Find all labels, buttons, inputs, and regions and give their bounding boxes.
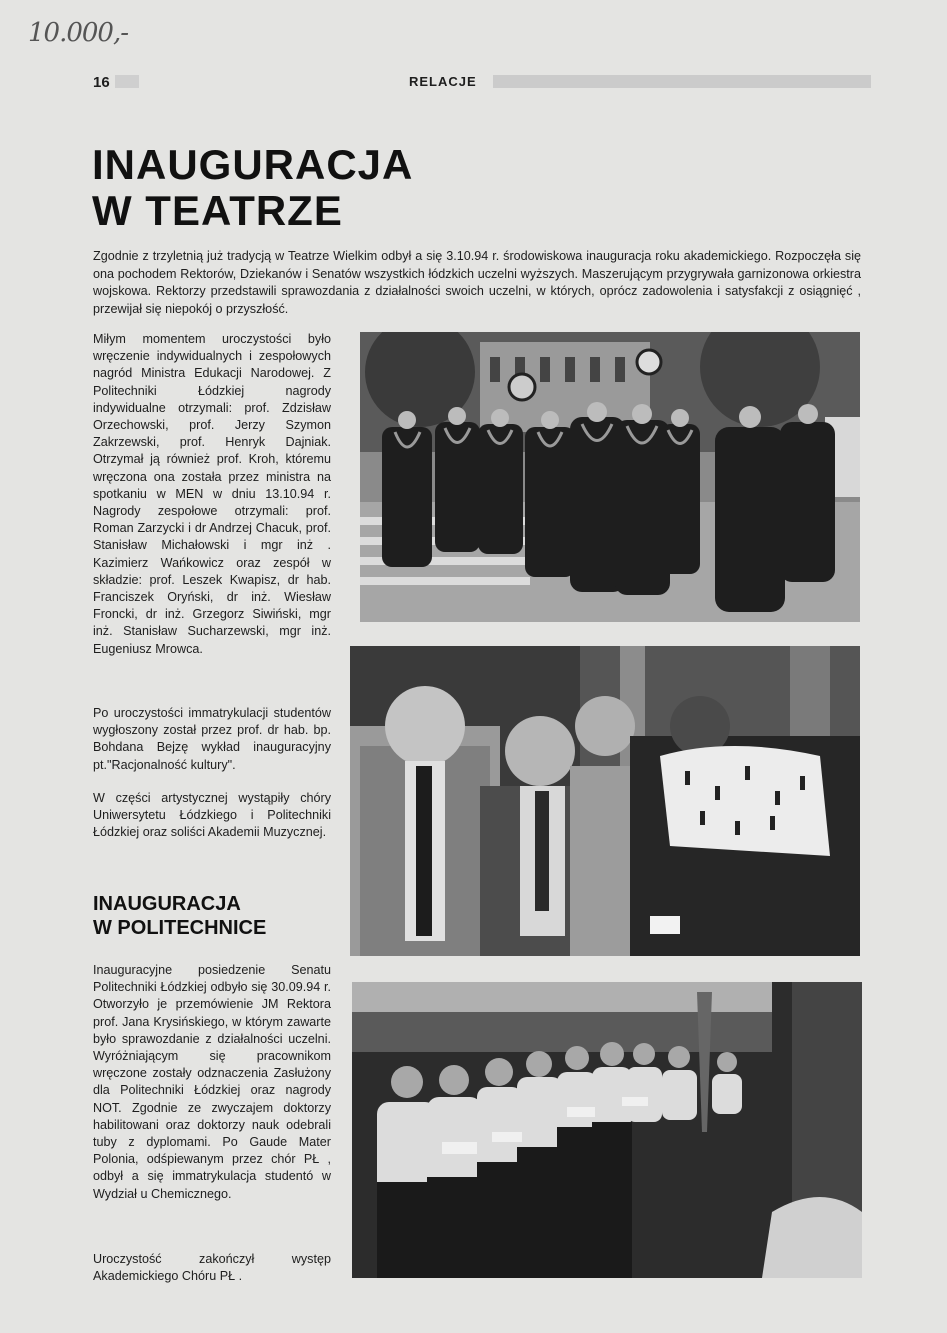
article-title-line2: W TEATRZE: [92, 187, 343, 234]
article-paragraph-awards: Miłym momentem uroczystości było wręczenie indywidualnych i zespołowych nagród Ministra Edukacji Narodowej. Z Politechniki Łódzkiej nagrody indywidualne otrzymali: prof. Zdzisław Orzechowski, prof. Jerzy Szymon Zakrzewski, prof. Henryk Dajniak. Otrzymał ją również prof. Kroh, któremu wręczona ona została przez ministra na spotkaniu w MEN w dniu 13.10.94 r. Nagrody zespołowe otrzymali: prof. Roman Zarzycki i dr Andrzej Chacuk, prof. Stanisław Michałowski i mgr inż . Kazimierz Wańkowicz oraz zespół w składzie: prof. Leszek Kwapisz, dr hab. Franciszek Oryński, dr inż. Wiesław Froncki, dr inż. Grzegorz Siwiński, mgr inż. Stanisław Sucharzewski, mgr inż. Eugeniusz Mrowca.: [93, 332, 331, 656]
article-title-line1: INAUGURACJA: [92, 141, 414, 188]
photo-rector-ceremony: [350, 646, 860, 956]
article2-title-line1: INAUGURACJA: [93, 893, 241, 915]
article2-title-line2: W POLITECHNICE: [93, 917, 267, 939]
article2-paragraph-senate: Inauguracyjne posiedzenie Senatu Politechniki Łódzkiej odbyło się 30.09.94 r. Otworzyło je przemówienie JM Rektora prof. Jana Krysińskiego, w którym zawarte było sprawozdanie z działalności uczelni. Wyróżniającym się pracownikom wręczone zostały odznaczenia Zasłużony dla Politechniki Łódzkiej oraz nagrody NOT. Zgodnie ze zwyczajem doktorzy habilitowani oraz doktorzy nauk odebrali tuby z dyplomami. Po Gaude Mater Polonia, odśpiewanym przez chór PŁ , odbył a się immatrykulacja studentó w Wydział u Chemicznego.: [93, 963, 331, 1201]
page-header: [93, 72, 871, 92]
article-paragraph-lecture: Po uroczystości immatrykulacji studentów wygłoszony został przez prof. dr hab. bp. Bohdana Bejzę wykład inauguracyjny pt."Racjonalność kultury".: [93, 706, 331, 772]
article-paragraph-choirs: W części artystycznej wystąpiły chóry Uniwersytetu Łódzkiego i Politechniki Łódzkiej oraz soliści Akademii Muzycznej.: [93, 791, 331, 840]
photo-academic-choir: [352, 982, 862, 1278]
header-strip: [493, 75, 871, 88]
article2-paragraph-closing: Uroczystość zakończył występ Akademickiego Chóru PŁ .: [93, 1252, 331, 1284]
page-number: 16: [93, 74, 110, 91]
article-title: [92, 142, 413, 234]
photo-procession: [360, 332, 860, 622]
article2-title: [93, 892, 266, 940]
page-number-strip: [115, 75, 139, 88]
section-name: RELACJE: [409, 74, 477, 89]
handwritten-price-note: 10.000,-: [28, 18, 129, 48]
article-intro: Zgodnie z trzyletnią już tradycją w Teatrze Wielkim odbył a się 3.10.94 r. środowiskowa inauguracja roku akademickiego. Rozpoczęła się ona pochodem Rektorów, Dziekanów i Senatów wszystkich łódzkich uczelni wyższych. Maszerującym przygrywała garnizonowa orkiestra wojskowa. Rektorzy przedstawili sprawozdania z działalności swoich uczelni, w których, oprócz zadowolenia i satysfakcji z osiągnięć , przewijał się niepokój o przyszłość.: [93, 249, 861, 316]
